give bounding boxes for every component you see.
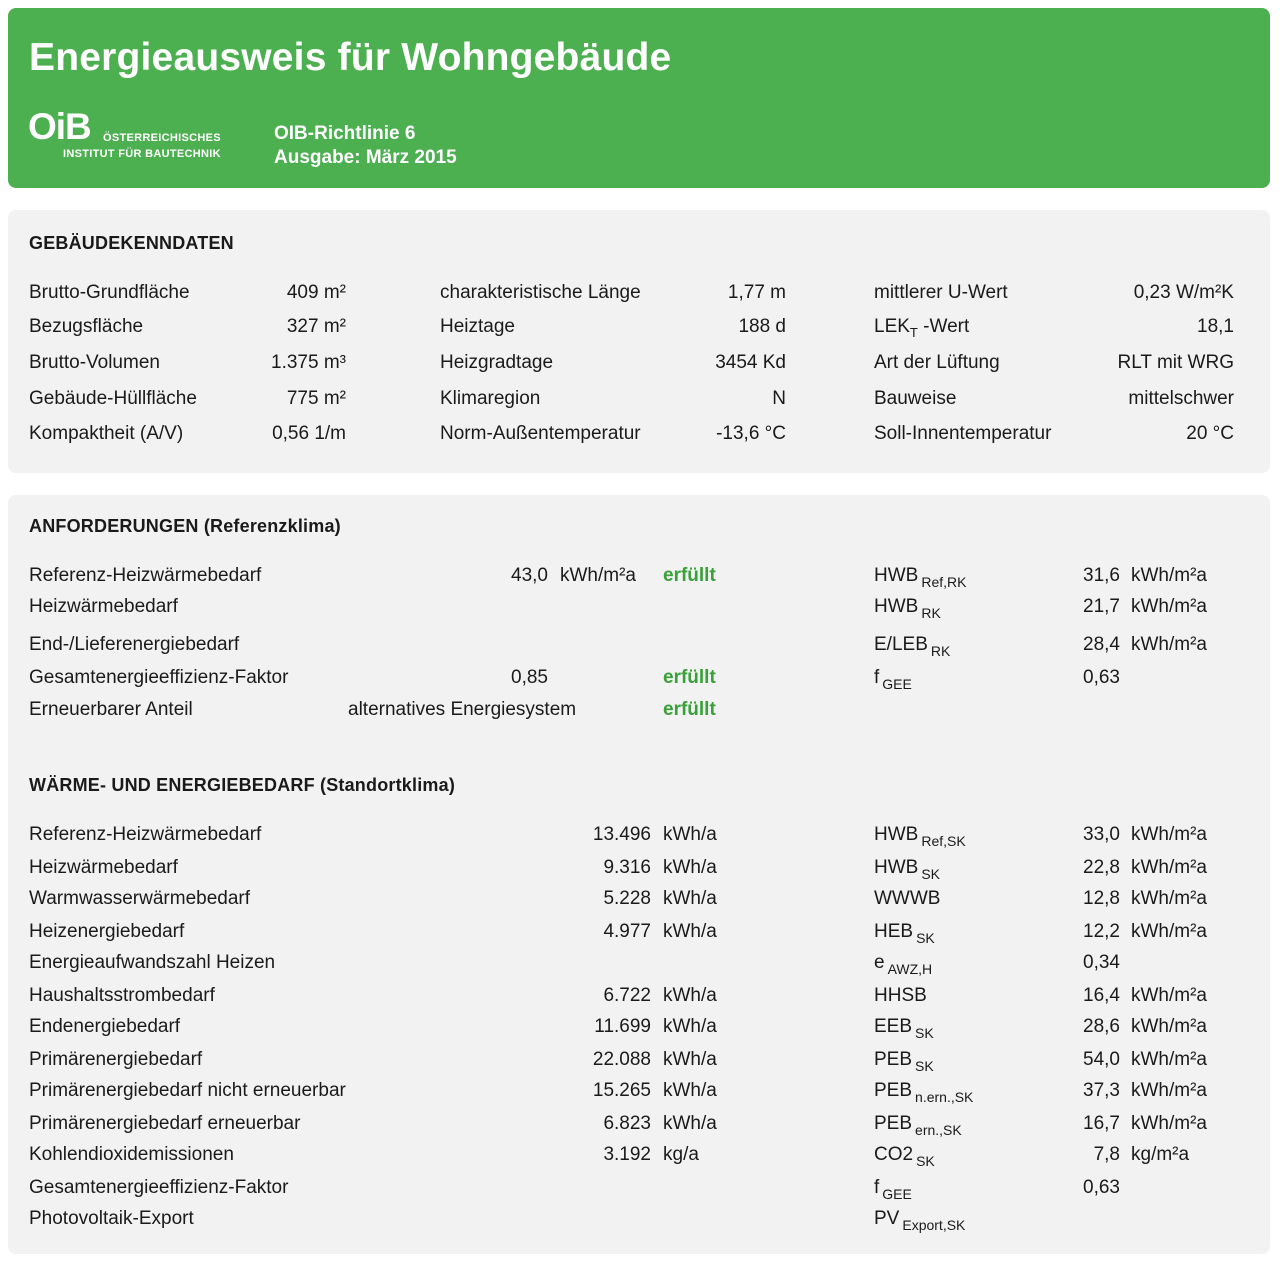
- demand-ref-value: 12,2: [1083, 921, 1120, 942]
- demand-ref-value: 0,63: [1083, 1177, 1120, 1198]
- symbol-subscript: SK: [921, 866, 941, 882]
- demand-ref-unit: kg/m²a: [1131, 1144, 1190, 1165]
- demand-symbol: [874, 1208, 966, 1233]
- demand-ref-value: 54,0: [1083, 1049, 1120, 1070]
- oib-logo: OiB: [28, 106, 91, 147]
- building-label: charakteristische Länge: [440, 282, 641, 303]
- demand-unit: kWh/a: [663, 888, 717, 909]
- demand-ref-unit: kWh/m²a: [1131, 1049, 1207, 1070]
- oib-logo-text: [63, 130, 221, 162]
- demand-label: Energieaufwandszahl Heizen: [29, 952, 276, 973]
- energy-demand-title-sub: (Standortklima): [320, 775, 456, 795]
- building-label: Klimaregion: [440, 388, 541, 409]
- symbol-text: HWB: [874, 857, 919, 878]
- demand-ref-unit: kWh/m²a: [1131, 1080, 1207, 1101]
- symbol-subscript: Ref,RK: [921, 574, 967, 590]
- demand-value: 15.265: [592, 1080, 651, 1101]
- symbol-text: WWWB: [874, 888, 941, 909]
- guideline-name: OIB-Richtlinie 6: [274, 123, 416, 144]
- energy-demand-title: [29, 775, 455, 796]
- building-label-text: mittlerer U-Wert: [874, 282, 1008, 303]
- demand-label: Photovoltaik-Export: [29, 1208, 194, 1229]
- demand-symbol: [874, 985, 927, 1007]
- demand-label: Warmwasserwärmebedarf: [29, 888, 251, 909]
- building-label: [874, 316, 969, 344]
- symbol-subscript: SK: [916, 1153, 935, 1169]
- building-label: Heizgradtage: [440, 352, 554, 373]
- building-value: 188 d: [738, 316, 786, 337]
- demand-ref-unit: kWh/m²a: [1131, 921, 1207, 942]
- page-title: Energieausweis für Wohngebäude: [29, 36, 672, 79]
- symbol-subscript: ern.,SK: [915, 1122, 962, 1138]
- symbol-text: HWB: [874, 565, 919, 586]
- building-value: 20 °C: [1186, 423, 1234, 444]
- demand-value: 22.088: [592, 1049, 651, 1070]
- demand-symbol: [874, 888, 940, 910]
- demand-value: 3.192: [603, 1144, 651, 1165]
- requirement-symbol: [874, 596, 941, 621]
- header-banner: [8, 8, 1270, 188]
- building-label-text: Soll-Innentemperatur: [874, 423, 1052, 444]
- demand-symbol: [874, 952, 933, 977]
- demand-ref-unit: kWh/m²a: [1131, 824, 1207, 845]
- building-label: [874, 352, 1000, 374]
- building-data-title: GEBÄUDEKENNDATEN: [29, 233, 234, 253]
- demand-ref-value: 12,8: [1083, 888, 1120, 909]
- building-value: RLT mit WRG: [1117, 352, 1234, 373]
- demand-symbol: [874, 1049, 934, 1074]
- symbol-text: PEB: [874, 1113, 913, 1134]
- symbol-subscript: Ref,SK: [921, 833, 966, 849]
- symbol-text: e: [874, 952, 885, 973]
- demand-unit: kWh/a: [663, 1016, 717, 1037]
- symbol-text: f: [874, 667, 880, 688]
- building-label: Norm-Außentemperatur: [440, 423, 641, 444]
- symbol-subscript: RK: [930, 643, 951, 659]
- requirement-ref-value: 0,63: [1083, 667, 1120, 688]
- symbol-subscript: SK: [915, 1025, 934, 1041]
- demand-ref-unit: kWh/m²a: [1131, 888, 1207, 909]
- building-value: N: [772, 388, 786, 409]
- demand-ref-value: 22,8: [1083, 857, 1120, 878]
- demand-unit: kWh/a: [663, 824, 717, 845]
- symbol-text: EEB: [874, 1016, 913, 1037]
- demand-value: 11.699: [594, 1016, 651, 1037]
- requirement-symbol: [874, 667, 912, 692]
- demand-label: Kohlendioxidemissionen: [29, 1144, 234, 1165]
- requirement-value: 0,85: [511, 667, 548, 688]
- demand-label: Heizwärmebedarf: [29, 857, 178, 878]
- demand-ref-unit: kWh/m²a: [1131, 857, 1207, 878]
- symbol-text: HWB: [874, 824, 919, 845]
- building-value: 775 m²: [286, 388, 346, 409]
- requirement-ref-unit: kWh/m²a: [1131, 634, 1207, 655]
- symbol-text: HWB: [874, 596, 919, 617]
- demand-label: Referenz-Heizwärmebedarf: [29, 824, 262, 845]
- symbol-subscript: Export,SK: [902, 1217, 966, 1233]
- demand-unit: kWh/a: [663, 1049, 717, 1070]
- requirement-label: Gesamtenergieeffizienz-Faktor: [29, 667, 289, 688]
- building-value: 0,23 W/m²K: [1133, 282, 1234, 303]
- demand-ref-value: 37,3: [1083, 1080, 1120, 1101]
- requirement-symbol: [874, 565, 967, 590]
- energy-demand-title-main: WÄRME- UND ENERGIEBEDARF: [29, 775, 315, 795]
- requirement-label: Heizwärmebedarf: [29, 596, 178, 617]
- building-label: Brutto-Grundfläche: [29, 282, 190, 303]
- building-label: Bezugsfläche: [29, 316, 144, 337]
- requirement-label: Erneuerbarer Anteil: [29, 699, 193, 720]
- requirement-unit: kWh/m²a: [560, 565, 636, 586]
- requirement-ref-value: 21,7: [1083, 596, 1120, 617]
- building-label-text: Art der Lüftung: [874, 352, 1000, 373]
- demand-value: 13.496: [592, 824, 651, 845]
- building-label: [874, 282, 1008, 304]
- symbol-subscript: SK: [916, 930, 935, 946]
- guideline-edition: Ausgabe: März 2015: [274, 147, 457, 168]
- demand-label: Primärenergiebedarf nicht erneuerbar: [29, 1080, 346, 1101]
- symbol-subscript: AWZ,H: [887, 961, 933, 977]
- demand-symbol: [874, 1080, 974, 1105]
- building-data-panel: [8, 210, 1270, 473]
- demand-label: Gesamtenergieeffizienz-Faktor: [29, 1177, 289, 1198]
- building-label: Brutto-Volumen: [29, 352, 160, 373]
- symbol-text: f: [874, 1177, 880, 1198]
- requirement-ref-value: 28,4: [1083, 634, 1120, 655]
- building-label: [874, 388, 956, 410]
- building-value: 3454 Kd: [715, 352, 786, 373]
- demand-label: Primärenergiebedarf: [29, 1049, 203, 1070]
- demand-symbol: [874, 857, 941, 882]
- symbol-text: PEB: [874, 1080, 913, 1101]
- requirements-title-sub: (Referenzklima): [203, 516, 341, 536]
- building-label: Heiztage: [440, 316, 515, 337]
- demand-value: 9.316: [603, 857, 651, 878]
- demand-unit: kWh/a: [663, 1080, 717, 1101]
- requirement-status: erfüllt: [663, 699, 716, 720]
- building-value: 18,1: [1197, 316, 1234, 337]
- requirement-ref-value: 31,6: [1083, 565, 1120, 586]
- requirement-ref-unit: kWh/m²a: [1131, 565, 1207, 586]
- requirement-status: erfüllt: [663, 565, 716, 586]
- building-label: Kompaktheit (A/V): [29, 423, 184, 444]
- building-label: [874, 423, 1051, 445]
- demand-unit: kWh/a: [663, 857, 717, 878]
- requirement-value: alternatives Energiesystem: [348, 699, 577, 720]
- demand-label: Endenergiebedarf: [29, 1016, 181, 1037]
- demand-unit: kWh/a: [663, 985, 717, 1006]
- symbol-subscript: GEE: [882, 1186, 912, 1202]
- demand-label: Heizenergiebedarf: [29, 921, 185, 942]
- demand-ref-unit: kWh/m²a: [1131, 1016, 1207, 1037]
- building-value: 1,77 m: [727, 282, 786, 303]
- requirements-title: [29, 516, 341, 537]
- requirement-status: erfüllt: [663, 667, 716, 688]
- requirement-ref-unit: kWh/m²a: [1131, 596, 1207, 617]
- building-label-text: LEK: [874, 316, 910, 337]
- demand-ref-unit: kWh/m²a: [1131, 985, 1207, 1006]
- demand-value: 5.228: [603, 888, 651, 909]
- symbol-subscript: GEE: [882, 676, 912, 692]
- demand-symbol: [874, 1016, 934, 1041]
- demand-symbol: [874, 824, 966, 849]
- demand-ref-value: 16,4: [1083, 985, 1120, 1006]
- demand-ref-value: 7,8: [1093, 1144, 1120, 1165]
- symbol-subscript: RK: [921, 605, 941, 621]
- symbol-text: HEB: [874, 921, 914, 942]
- symbol-subscript: SK: [915, 1058, 934, 1074]
- building-label-suffix: -Wert: [917, 316, 970, 337]
- building-value: mittelschwer: [1128, 388, 1234, 409]
- building-value: 409 m²: [286, 282, 346, 303]
- building-label-subscript: T: [909, 325, 918, 340]
- demand-label: Primärenergiebedarf erneuerbar: [29, 1113, 301, 1134]
- requirement-label: End-/Lieferenergiebedarf: [29, 634, 240, 655]
- building-label: Gebäude-Hüllfläche: [29, 388, 197, 409]
- demand-ref-value: 16,7: [1083, 1113, 1120, 1134]
- demand-symbol: [874, 1177, 912, 1202]
- building-label-text: Bauweise: [874, 388, 957, 409]
- building-value: 0,56 1/m: [272, 423, 346, 444]
- requirement-value: 43,0: [511, 565, 548, 586]
- demand-symbol: [874, 1144, 935, 1169]
- demand-symbol: [874, 921, 935, 946]
- symbol-text: CO2: [874, 1144, 914, 1165]
- demand-label: Haushaltsstrombedarf: [29, 985, 215, 1006]
- demand-ref-value: 0,34: [1083, 952, 1120, 973]
- building-value: 327 m²: [286, 316, 346, 337]
- demand-unit: kWh/a: [663, 1113, 717, 1134]
- symbol-text: PV: [874, 1208, 900, 1229]
- demand-ref-unit: kWh/m²a: [1131, 1113, 1207, 1134]
- symbol-text: HHSB: [874, 985, 927, 1006]
- demand-value: 4.977: [603, 921, 651, 942]
- guideline-info: [274, 122, 457, 170]
- demand-ref-value: 33,0: [1083, 824, 1120, 845]
- logo-line-2: INSTITUT FÜR BAUTECHNIK: [63, 148, 221, 160]
- requirement-label: Referenz-Heizwärmebedarf: [29, 565, 262, 586]
- requirement-symbol: [874, 634, 951, 659]
- requirements-title-main: ANFORDERUNGEN: [29, 516, 199, 536]
- demand-ref-value: 28,6: [1083, 1016, 1120, 1037]
- demand-symbol: [874, 1113, 962, 1138]
- demand-unit: kWh/a: [663, 921, 717, 942]
- symbol-text: PEB: [874, 1049, 913, 1070]
- building-value: -13,6 °C: [716, 423, 786, 444]
- building-value: 1.375 m³: [271, 352, 346, 373]
- demand-value: 6.823: [603, 1113, 651, 1134]
- requirements-panel: [8, 495, 1270, 1254]
- symbol-subscript: n.ern.,SK: [915, 1089, 974, 1105]
- symbol-text: E/LEB: [874, 634, 928, 655]
- demand-unit: kg/a: [663, 1144, 699, 1165]
- logo-line-1: ÖSTERREICHISCHES: [102, 132, 221, 144]
- demand-value: 6.722: [603, 985, 651, 1006]
